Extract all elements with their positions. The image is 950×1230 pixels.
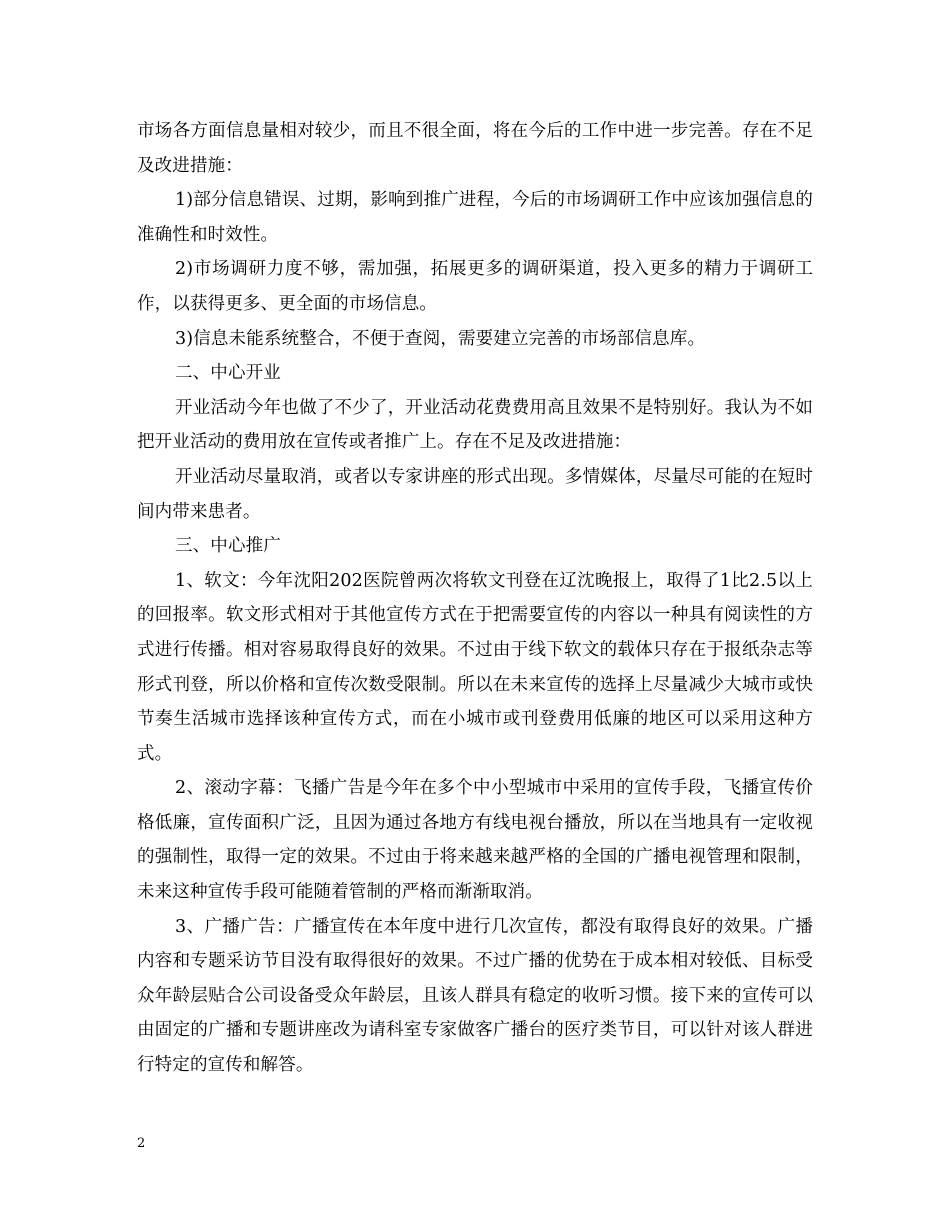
paragraph: 3、广播广告：广播宣传在本年度中进行几次宣传，都没有取得良好的效果。广播内容和专题采访节目没有取得很好的效果。不过广播的优势在于成本相对较低、目标受众年龄层贴合公司设备受众年龄层，且该人群具有稳定的收听习惯。接下来的宣传可以由固定的广播和专题讲座改为请科室专家做客广播台的医疗类节目，可以针对该人群进行特定的宣传和解答。: [137, 916, 813, 1076]
paragraph: 1、软文：今年沈阳202医院曾两次将软文刊登在辽沈晚报上，取得了1比2.5以上的回报率。软文形式相对于其他宣传方式在于把需要宣传的内容以一种具有阅读性的方式进行传播。相对容易取得良好的效果。不过由于线下软文的载体只存在于报纸杂志等形式刊登，所以价格和宣传次数受限制。所以在未来宣传的选择上尽量减少大城市或快节奏生活城市选择该种宣传方式，而在小城市或刊登费用低廉的地区可以采用这种方式。: [137, 570, 813, 764]
paragraph: 2、滚动字幕：飞播广告是今年在多个中小型城市中采用的宣传手段，飞播宣传价格低廉，宣传面积广泛，且因为通过各地方有线电视台播放，所以在当地具有一定收视的强制性，取得一定的效果。不过由于将来越来越严格的全国的广播电视管理和限制，未来这种宣传手段可能随着管制的严格而渐渐取消。: [137, 778, 813, 903]
paragraph: 2)市场调研力度不够，需加强，拓展更多的调研渠道，投入更多的精力于调研工作，以获得更多、更全面的市场信息。: [137, 259, 813, 314]
page-number: 2: [137, 1136, 146, 1151]
section-heading: 三、中心推广: [175, 536, 281, 557]
section-heading: 二、中心开业: [175, 363, 281, 384]
document-body: [137, 114, 813, 1083]
paragraph: 市场各方面信息量相对较少，而且不很全面，将在今后的工作中进一步完善。存在不足及改进措施：: [137, 121, 813, 176]
paragraph: 1)部分信息错误、过期，影响到推广进程，今后的市场调研工作中应该加强信息的准确性和时效性。: [137, 190, 813, 245]
paragraph: 开业活动今年也做了不少了，开业活动花费费用高且效果不是特别好。我认为不如把开业活动的费用放在宣传或者推广上。存在不足及改进措施：: [137, 397, 813, 453]
paragraph: 开业活动尽量取消，或者以专家讲座的形式出现。多情媒体，尽量尽可能的在短时间内带来患者。: [137, 466, 813, 522]
paragraph: 3)信息未能系统整合，不便于查阅，需要建立完善的市场部信息库。: [175, 328, 706, 349]
